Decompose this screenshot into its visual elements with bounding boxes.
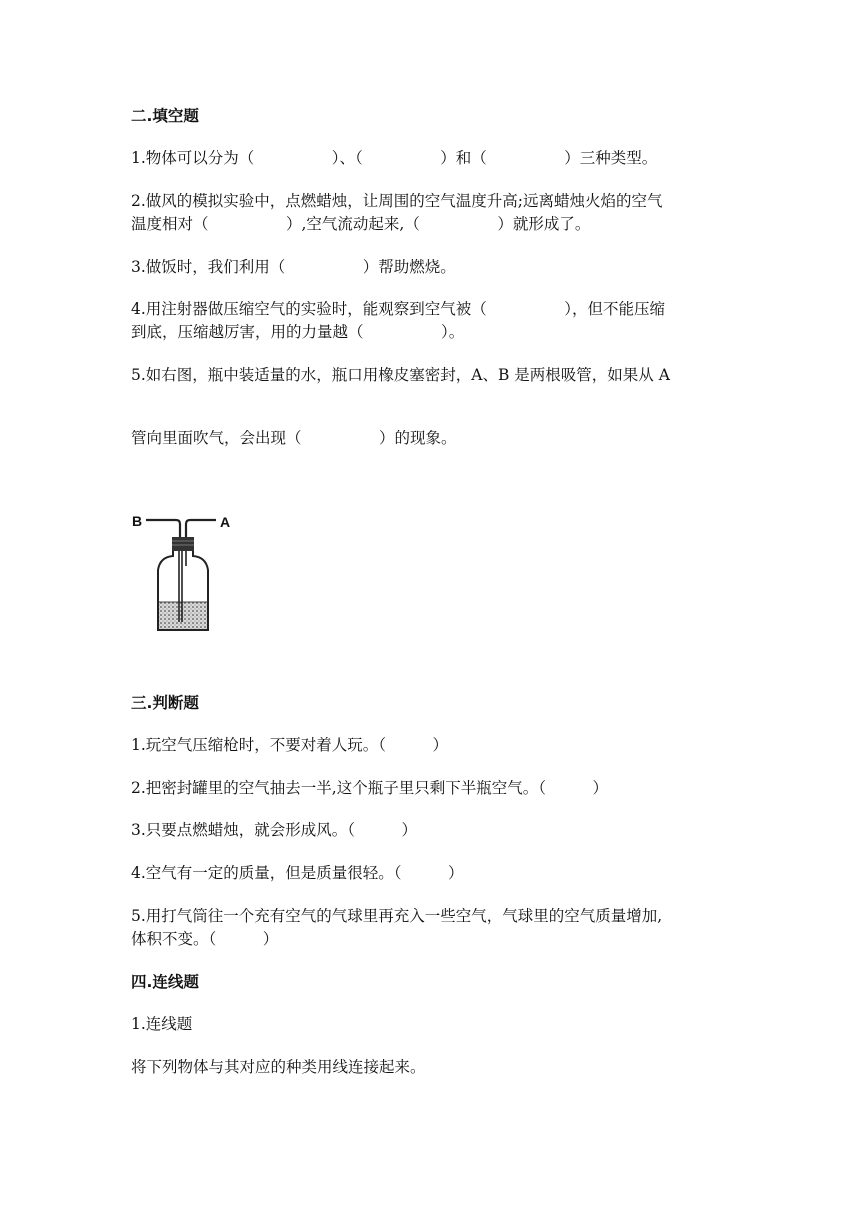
fill-question-3: 3.做饭时，我们利用（ ）帮助燃烧。 <box>131 258 456 276</box>
judge-question-5-line-1: 5.用打气筒往一个充有空气的气球里再充入一些空气，气球里的空气质量增加, <box>131 907 663 925</box>
fill-question-2-line-2: 温度相对（ ）,空气流动起来,（ ）就形成了。 <box>131 215 591 233</box>
fill-question-1: 1.物体可以分为（ ）、（ ）和（ ）三种类型。 <box>131 149 658 167</box>
fill-question-2-line-1: 2.做风的模拟实验中，点燃蜡烛，让周围的空气温度升高;远离蜡烛火焰的空气 <box>131 192 663 210</box>
section-heading-connect: 四.连线题 <box>131 973 199 991</box>
fill-question-4-line-2: 到底，压缩越厉害，用的力量越（ ）。 <box>131 323 465 341</box>
section-heading-judge: 三.判断题 <box>131 694 199 712</box>
judge-question-5-line-2: 体积不变。（ ） <box>131 930 279 948</box>
judge-question-3: 3.只要点燃蜡烛，就会形成风。（ ） <box>131 821 418 839</box>
connect-instruction: 将下列物体与其对应的种类用线连接起来。 <box>131 1058 426 1076</box>
diagram-label-a: A <box>220 514 231 530</box>
diagram-label-b: B <box>132 513 143 529</box>
section-heading-fill: 二.填空题 <box>131 107 199 125</box>
bottle-diagram-svg <box>128 510 248 640</box>
fill-question-4-line-1: 4.用注射器做压缩空气的实验时，能观察到空气被（ ），但不能压缩 <box>131 300 666 318</box>
water <box>159 602 207 629</box>
judge-question-2: 2.把密封罐里的空气抽去一半,这个瓶子里只剩下半瓶空气。（ ） <box>131 779 608 797</box>
connect-question-1: 1.连线题 <box>131 1015 193 1033</box>
bottle-diagram <box>128 510 248 644</box>
fill-question-5-line-2: 管向里面吹气，会出现（ ）的现象。 <box>131 429 457 447</box>
judge-question-1: 1.玩空气压缩枪时，不要对着人玩。（ ） <box>131 736 449 754</box>
judge-question-4: 4.空气有一定的质量，但是质量很轻。（ ） <box>131 864 464 882</box>
rubber-stopper <box>172 537 194 551</box>
fill-question-5-line-1: 5.如右图，瓶中装适量的水，瓶口用橡皮塞密封，A、B 是两根吸管，如果从 A <box>131 366 670 384</box>
